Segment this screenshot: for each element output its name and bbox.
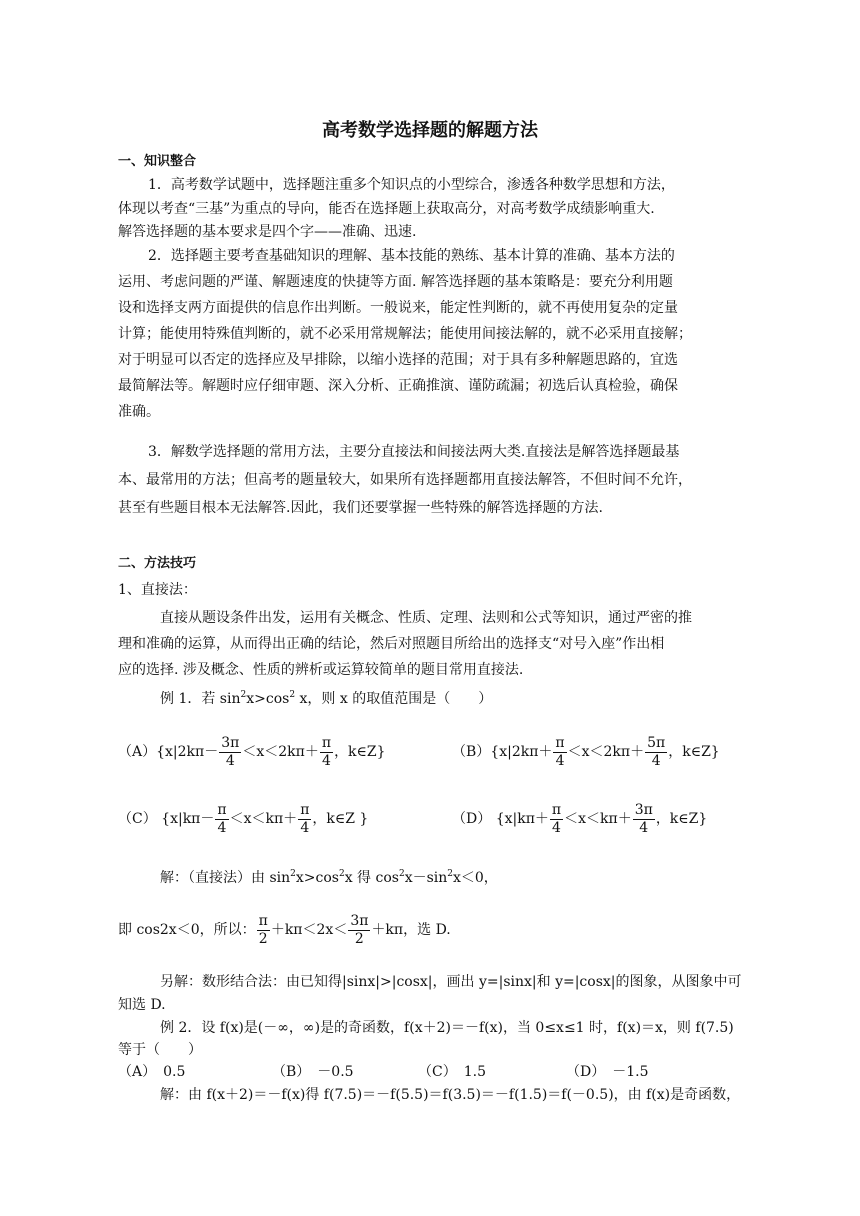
example-1-question: 例 1．若 $\sin^2x>\cos^2$ x，则 x 的取值范围是（ ） xyxy=(160,690,493,707)
document-title: 高考数学选择题的解题方法 xyxy=(322,120,538,141)
example-2-option-b: （B） －0.5 xyxy=(272,1064,354,1080)
section-heading-knowledge: 一、知识整合 xyxy=(118,154,197,169)
paragraph-line: 2．选择题主要考查基础知识的理解、基本技能的熟练、基本计算的准确、基本方法的 xyxy=(148,248,675,264)
paragraph-line: 应的选择. 涉及概念、性质的辨析或运算较简单的题目常用直接法. xyxy=(118,662,524,678)
paragraph-line: 直接从题设条件出发，运用有关概念、性质、定理、法则和公式等知识，通过严密的推 xyxy=(160,610,692,626)
paragraph-line: 解答选择题的基本要求是四个字——准确、迅速. xyxy=(118,224,417,240)
example-2-option-a: （A） 0.5 xyxy=(118,1064,186,1080)
paragraph-line: 设和选择支两方面提供的信息作出判断。一般说来，能定性判断的，就不再使用复杂的定量 xyxy=(118,300,678,316)
paragraph-line: 本、最常用的方法；但高考的题量较大，如果所有选择题都用直接法解答，不但时间不允许， xyxy=(118,472,692,488)
example-2-question-cont: 等于（ ） xyxy=(118,1042,202,1058)
paragraph-line: 准确。 xyxy=(118,404,160,420)
example-1-solution-line-2: 即 cos2x＜0，所以： $\frac{\pi}{2}$ ＋kπ＜2x＜ $\frac{3\pi}{2}$ ＋kπ，选 D. xyxy=(118,913,451,947)
subheading-direct-method: 1、直接法： xyxy=(118,582,197,598)
example-1-option-c: （C） {x|kπ－ $\frac{\pi}{4}$ ＜x＜kπ＋ $\frac{\pi}{4}$ ，k∈Z } xyxy=(118,802,369,836)
paragraph-line: 1．高考数学试题中，选择题注重多个知识点的小型综合，渗透各种数学思想和方法， xyxy=(148,177,675,193)
example-1-option-a: （A）{x|2kπ－ $\frac{3\pi}{4}$ ＜x＜2kπ＋ $\frac{\pi}{4}$ ，k∈Z} xyxy=(118,735,386,769)
paragraph-line: 运用、考虑问题的严谨、解题速度的快捷等方面. 解答选择题的基本策略是：要充分利用题 xyxy=(118,274,673,290)
paragraph-line: 对于明显可以否定的选择应及早排除，以缩小选择的范围；对于具有多种解题思路的，宜选 xyxy=(118,352,678,368)
paragraph-line: 3．解数学选择题的常用方法，主要分直接法和间接法两大类.直接法是解答选择题最基 xyxy=(148,444,680,460)
paragraph-line: 理和准确的运算，从而得出正确的结论，然后对照题目所给出的选择支“对号入座”作出相 xyxy=(118,636,665,652)
paragraph-line: 计算；能使用特殊值判断的，就不必采用常规解法；能使用间接法解的，就不必采用直接解； xyxy=(118,326,692,342)
paragraph-line: 体现以考查“三基”为重点的导向，能否在选择题上获取高分，对高考数学成绩影响重大. xyxy=(118,201,655,217)
section-heading-methods: 二、方法技巧 xyxy=(118,556,197,571)
example-2-question: 例 2．设 f(x)是(－∞，∞)是的奇函数，f(x＋2)＝－f(x)，当 0≤x≤1 时，f(x)＝x，则 f(7.5) xyxy=(160,1020,734,1036)
example-1-alt-solution-line: 另解：数形结合法：由已知得|sinx|>|cosx|，画出 y=|sinx|和 y=|cosx|的图象，从图象中可 xyxy=(160,974,742,990)
example-2-option-c: （C） 1.5 xyxy=(418,1064,486,1080)
example-1-option-d: （D） {x|kπ＋ $\frac{\pi}{4}$ ＜x＜kπ＋ $\frac{3\pi}{4}$ ，k∈Z} xyxy=(452,802,708,836)
example-1-solution-line-1: 解：（直接法）由 $\sin^2x>\cos^2x$ 得 $\cos^2x-\sin^2x<0$， xyxy=(160,869,498,886)
example-1-alt-solution-line: 知选 D. xyxy=(118,997,166,1013)
example-2-solution-line: 解：由 f(x＋2)＝－f(x)得 f(7.5)＝－f(5.5)＝f(3.5)＝－f(1.5)＝f(－0.5)，由 f(x)是奇函数， xyxy=(160,1087,741,1103)
paragraph-line: 甚至有些题目根本无法解答.因此，我们还要掌握一些特殊的解答选择题的方法. xyxy=(118,500,603,516)
example-1-option-b: （B）{x|2kπ＋ $\frac{\pi}{4}$ ＜x＜2kπ＋ $\frac{5\pi}{4}$ ，k∈Z} xyxy=(452,735,720,769)
example-2-option-d: （D） －1.5 xyxy=(566,1064,649,1080)
paragraph-line: 最简解法等。解题时应仔细审题、深入分析、正确推演、谨防疏漏；初选后认真检验，确保 xyxy=(118,378,678,394)
